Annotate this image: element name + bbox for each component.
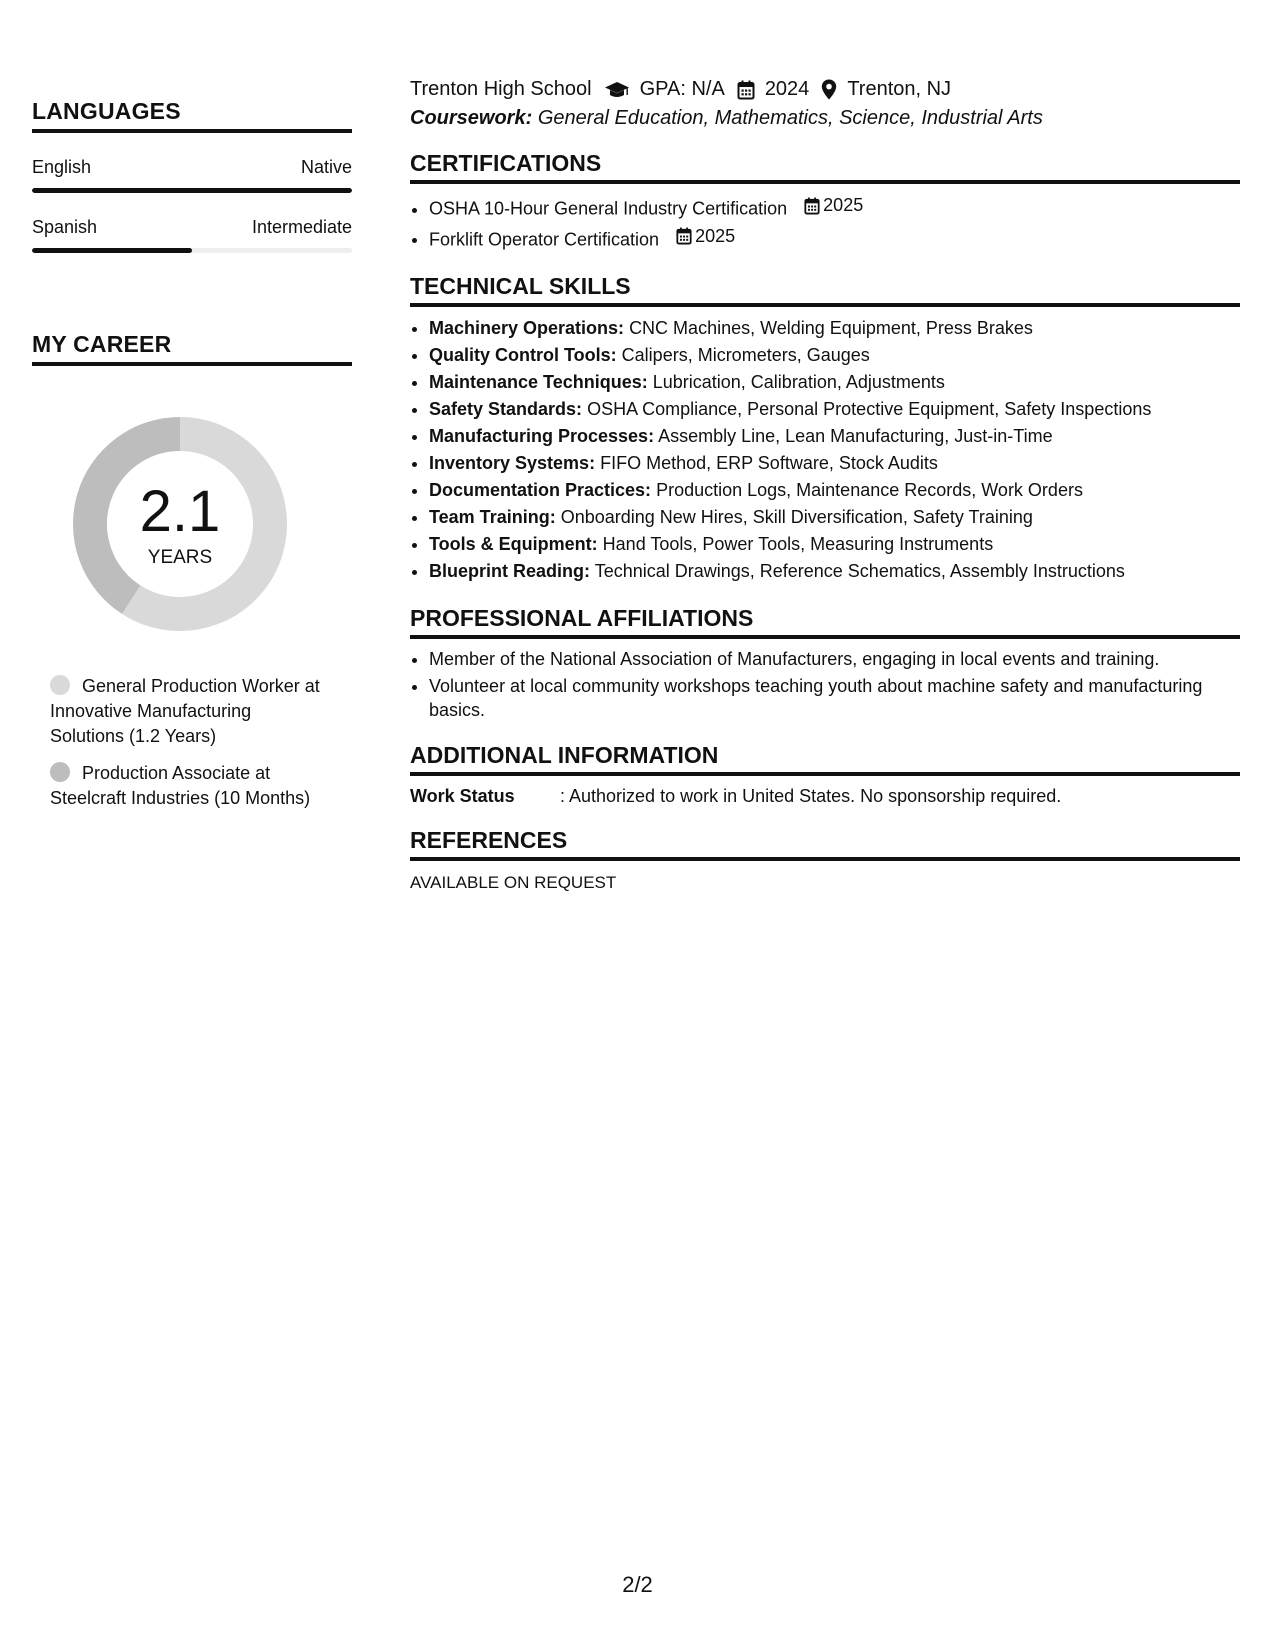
skill-label: Maintenance Techniques: xyxy=(429,372,648,392)
coursework-label: Coursework: xyxy=(410,107,533,129)
language-level: Intermediate xyxy=(251,217,352,237)
career-title: MY CAREER xyxy=(32,331,352,366)
education-entry xyxy=(410,78,1240,130)
skill-value: Hand Tools, Power Tools, Measuring Instruments xyxy=(602,534,994,554)
career-legend-item xyxy=(50,674,320,749)
skill-item xyxy=(429,450,1240,477)
certification-name: Forklift Operator Certification xyxy=(429,229,660,249)
skill-label: Blueprint Reading: xyxy=(429,561,590,581)
skill-value: OSHA Compliance, Personal Protective Equipment, Safety Inspections xyxy=(587,399,1152,419)
affiliation-item: • Volunteer at local community workshops teaching youth about machine safety and manufacturing basics. xyxy=(429,674,1240,722)
right-column xyxy=(410,78,1240,893)
career-legend-label: Production Associate at Steelcraft Industries (10 Months) xyxy=(50,763,311,808)
certification-year: 2025 xyxy=(695,225,736,246)
certification-date xyxy=(676,223,735,250)
page-number: 2/2 xyxy=(622,1572,653,1597)
certifications-list xyxy=(410,192,1240,253)
certification-date xyxy=(804,192,863,219)
certification-year: 2025 xyxy=(823,195,864,215)
skill-label: Manufacturing Processes: xyxy=(429,426,655,446)
skill-item xyxy=(429,315,1240,342)
skill-label: Documentation Practices: xyxy=(429,480,652,500)
career-legend-item xyxy=(50,761,320,811)
education-line xyxy=(410,78,1240,101)
skill-item xyxy=(429,396,1240,423)
language-name: Spanish xyxy=(32,217,98,237)
skill-value: Lubrication, Calibration, Adjustments xyxy=(652,372,945,392)
skill-value: FIFO Method, ERP Software, Stock Audits xyxy=(600,453,938,473)
skill-value: Production Logs, Maintenance Records, Work Orders xyxy=(656,480,1083,500)
skill-item xyxy=(429,369,1240,396)
coursework-line xyxy=(410,107,1240,130)
graduation-year: 2024 xyxy=(764,78,810,100)
work-status-label: Work Status xyxy=(410,786,515,806)
affiliations-section xyxy=(410,605,1240,722)
skill-label: Quality Control Tools: xyxy=(429,345,617,365)
skill-value: Technical Drawings, Reference Schematics, Assembly Instructions xyxy=(594,561,1125,581)
skill-value: CNC Machines, Welding Equipment, Press Brakes xyxy=(629,318,1033,338)
additional-info-title: ADDITIONAL INFORMATION xyxy=(410,742,1240,776)
career-total-value: 2.1 xyxy=(139,479,221,544)
school-name: Trenton High School xyxy=(410,78,592,100)
language-proficiency-fill xyxy=(32,248,192,253)
legend-dot xyxy=(50,675,70,695)
work-status-row xyxy=(410,786,1240,807)
certification-item xyxy=(429,223,1240,254)
calendar-icon xyxy=(676,227,692,245)
references-title: REFERENCES xyxy=(410,827,1240,861)
skill-label: Machinery Operations: xyxy=(429,318,625,338)
technical-skills-title: TECHNICAL SKILLS xyxy=(410,273,1240,307)
calendar-icon xyxy=(737,80,755,100)
career-donut-chart xyxy=(66,410,294,638)
affiliation-item: • Member of the National Association of Manufacturers, engaging in local events and training. xyxy=(429,647,1240,671)
skill-item xyxy=(429,531,1240,558)
career-section xyxy=(32,331,352,811)
skill-item xyxy=(429,477,1240,504)
languages-section xyxy=(32,98,352,253)
skill-label: Inventory Systems: xyxy=(429,453,596,473)
skill-label: Safety Standards: xyxy=(429,399,583,419)
skill-value: Calipers, Micrometers, Gauges xyxy=(621,345,870,365)
skill-item xyxy=(429,342,1240,369)
certification-item xyxy=(429,192,1240,223)
certifications-section xyxy=(410,150,1240,253)
skill-label: Team Training: xyxy=(429,507,556,527)
language-proficiency-bar xyxy=(32,188,352,193)
career-legend-label: General Production Worker at Innovative Manufacturing Solutions (1.2 Years) xyxy=(50,676,320,746)
technical-skills-section xyxy=(410,273,1240,585)
career-legend xyxy=(50,674,320,811)
references-text: AVAILABLE ON REQUEST xyxy=(410,873,617,892)
additional-info-section xyxy=(410,742,1240,807)
certifications-title: CERTIFICATIONS xyxy=(410,150,1240,184)
graduation-cap-icon xyxy=(604,80,630,100)
references-section xyxy=(410,827,1240,893)
skill-value: Assembly Line, Lean Manufacturing, Just-in-Time xyxy=(658,426,1053,446)
language-item-english xyxy=(32,157,352,193)
donut-center xyxy=(66,410,294,638)
skill-item xyxy=(429,423,1240,450)
skill-label: Tools & Equipment: xyxy=(429,534,598,554)
skill-item xyxy=(429,504,1240,531)
location-pin-icon xyxy=(821,79,837,100)
school-location: Trenton, NJ xyxy=(847,78,952,100)
work-status-value: : Authorized to work in United States. No sponsorship required. xyxy=(560,786,1062,806)
calendar-icon xyxy=(804,197,820,215)
skill-value: Onboarding New Hires, Skill Diversification, Safety Training xyxy=(560,507,1033,527)
gpa: GPA: N/A xyxy=(639,78,725,100)
career-total-unit: YEARS xyxy=(147,547,213,568)
coursework-value: General Education, Mathematics, Science, Industrial Arts xyxy=(537,107,1043,129)
certification-name: OSHA 10-Hour General Industry Certification xyxy=(429,198,788,219)
language-item-spanish xyxy=(32,217,352,253)
affiliations-list xyxy=(410,647,1240,722)
language-proficiency-fill xyxy=(32,188,352,193)
legend-dot xyxy=(50,762,70,782)
left-column xyxy=(32,98,352,823)
language-name: English xyxy=(32,157,92,177)
languages-title: LANGUAGES xyxy=(32,98,352,133)
affiliations-title: PROFESSIONAL AFFILIATIONS xyxy=(410,605,1240,639)
skill-item xyxy=(429,558,1240,585)
language-level: Native xyxy=(300,157,352,177)
language-proficiency-bar xyxy=(32,248,352,253)
technical-skills-list xyxy=(410,315,1240,585)
